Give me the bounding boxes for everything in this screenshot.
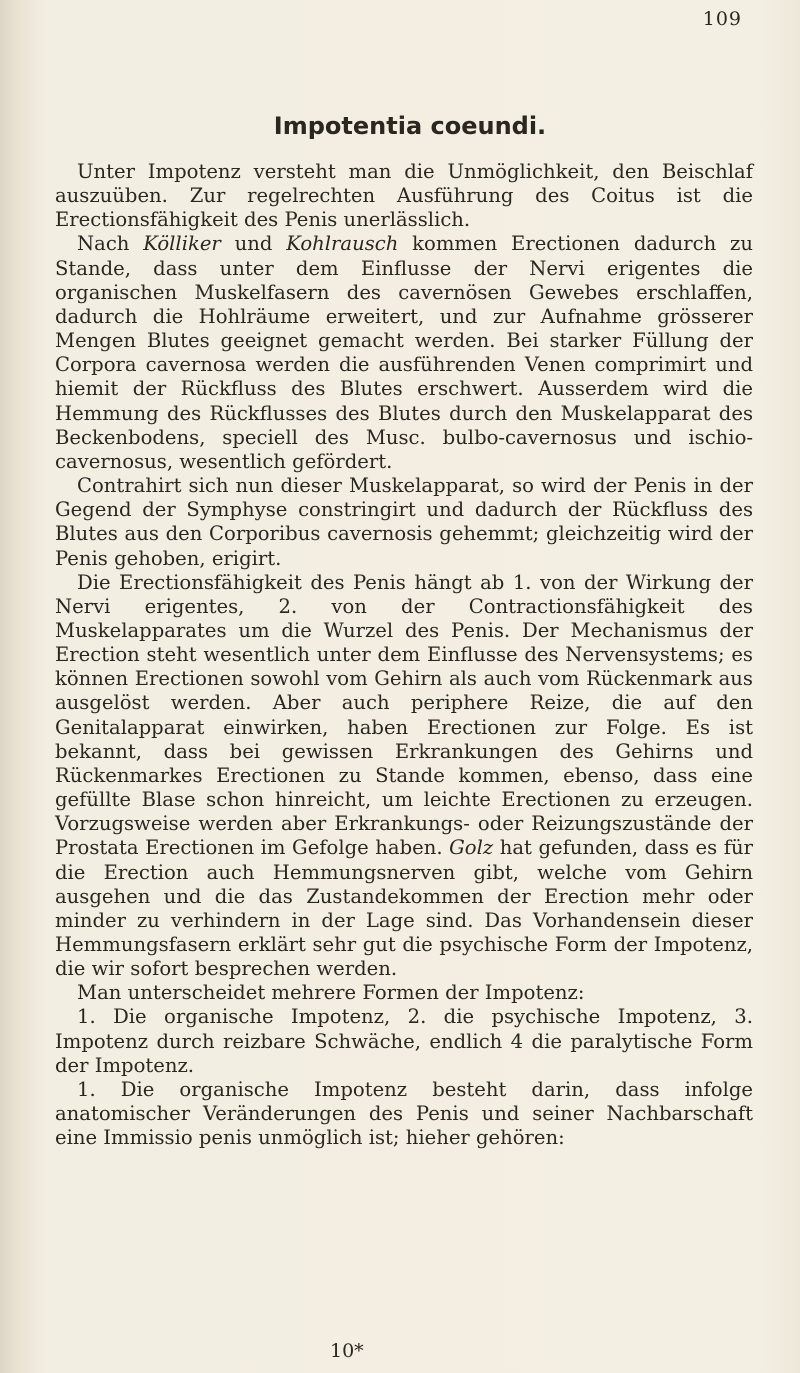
paragraph bbox=[55, 1005, 753, 1077]
paragraph-text: 1. Die organische Impotenz besteht darin, dass infolge anatomischer Veränderungen des Penis und seiner Nachbarschaft eine Immissio penis unmöglich ist; hieher gehören: bbox=[55, 1077, 753, 1150]
paragraph-text: Die Erectionsfähigkeit des Penis hängt ab 1. von der Wirkung der Nervi erigentes, 2. von der Contractionsfähigkeit des Muskelapparates um die Wurzel des Penis. Der Mechanismus der Erection steht wesentlich unter dem Einflusse des Nervensystems; es können Erectionen sowohl vom Gehirn als auch vom Rückenmark aus ausgelöst werden. Aber auch periphere Reize, die auf den Genitalapparat einwirken, haben Erectionen zur Folge. Es ist bekannt, dass bei gewissen Erkrankungen des Gehirns und Rückenmarkes Erectionen zu Stande kommen, ebenso, dass eine gefüllte Blase schon hinreicht, um leichte Erectionen zu erzeugen. Vorzugsweise werden aber Erkrankungs- oder Reizungszustände der Prostata Erectionen im Gefolge haben. bbox=[55, 570, 753, 860]
person-name: Golz bbox=[449, 836, 494, 860]
section-heading: Impotentia coeundi. bbox=[273, 112, 547, 140]
paragraph bbox=[55, 160, 753, 232]
paragraph-text: Nach bbox=[77, 232, 144, 256]
paragraph-text: Contrahirt sich nun dieser Muskelapparat, so wird der Penis in der Gegend der Symphyse constringirt und dadurch der Rückfluss des Blutes aus den Corporibus cavernosis gehemmt; gleichzeitig wird der Penis gehoben, erigirt. bbox=[55, 474, 753, 570]
paragraph-text: kommen Erectionen dadurch zu Stande, dass unter dem Einflusse der Nervi erigentes die organischen Muskelfasern des cavernösen Gewebes erschlaffen, dadurch die Hohlräume erweitert, und zur Aufnahme grösserer Mengen Blutes geeignet gemacht werden. Bei starker Füllung der Corpora cavernosa werden die ausführenden Venen comprimirt und hiemit der Rückfluss des Blutes erschwert. Ausserdem wird die Hemmung des Rückflusses des Blutes durch den Muskelapparat des Beckenbodens, speciell des Musc. bulbo-cavernosus und ischio-cavernosus, wesentlich gefördert. bbox=[55, 232, 753, 473]
paragraph-text: hat gefunden, dass es für die Erection auch Hemmungsnerven gibt, welche vom Gehirn ausgehen und die das Zustandekommen der Erection mehr oder minder zu verhindern in der Lage sind. Das Vorhandensein dieser Hemmungsfasern erklärt sehr gut die psychische Form der Impotenz, die wir sofort besprechen werden. bbox=[55, 836, 754, 981]
paragraph bbox=[55, 981, 753, 1005]
signature-mark: 10* bbox=[330, 1340, 364, 1362]
person-name: Kohlrausch bbox=[286, 232, 399, 256]
paragraph bbox=[55, 232, 753, 474]
body-text bbox=[55, 160, 753, 1150]
paragraph-text: 1. Die organische Impotenz, 2. die psychische Impotenz, 3. Impotenz durch reizbare Schwäche, endlich 4 die paralytische Form der Impotenz. bbox=[55, 1005, 753, 1077]
paragraph bbox=[55, 1078, 753, 1150]
paragraph-text: Man unterscheidet mehrere Formen der Impotenz: bbox=[77, 981, 585, 1005]
paragraph-text: und bbox=[220, 232, 287, 256]
page-number: 109 bbox=[702, 8, 742, 30]
paragraph-text: Unter Impotenz versteht man die Unmöglichkeit, den Beischlaf auszuüben. Zur regelrechten Ausführung des Coitus ist die Erectionsfähigkeit des Penis unerlässlich. bbox=[55, 160, 753, 232]
paragraph bbox=[55, 571, 753, 982]
paragraph bbox=[55, 474, 753, 571]
person-name: Kölliker bbox=[143, 232, 221, 256]
